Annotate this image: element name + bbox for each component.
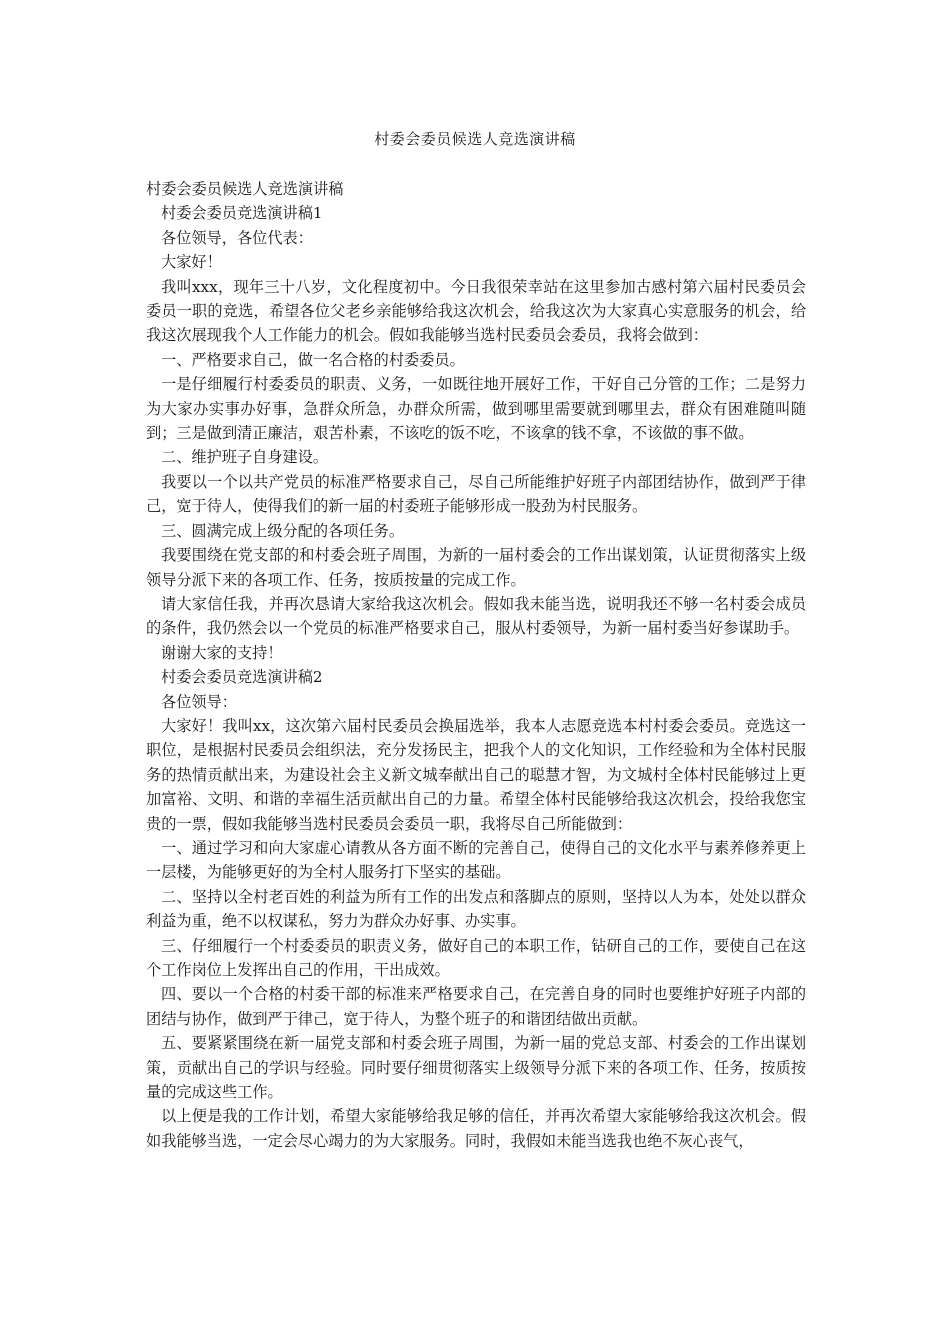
paragraph: 大家好！我叫xx，这次第六届村民委员会换届选举，我本人志愿竞选本村村委会委员。竞选这一职位，是根据村民委员会组织法，充分发扬民主，把我个人的文化知识，工作经验和为全体村民服务的热情贡献出来，为建设社会主义新文城奉献出自己的聪慧才智，为文城村全体村民能够过上更加富裕、文明、和谐的幸福生活贡献出自己的力量。希望全体村民能够给我这次机会，投给我您宝贵的一票，假如我能够当选村民委员会委员一职，我将尽自己所能做到： [146,716,806,833]
paragraph: 五、要紧紧围绕在新一届党支部和村委会班子周围，为新一届的党总支部、村委会的工作出谋划策，贡献出自己的学识与经验。同时要仔细贯彻落实上级领导分派下来的各项工作、任务，按质按量的完成这些工作。 [146,1034,806,1102]
document-title: 村委会委员候选人竞选演讲稿 [374,130,576,148]
greeting: 大家好！ [161,253,222,272]
point-heading: 二、维护班子自身建设。 [161,448,329,467]
paragraph: 请大家信任我，并再次恳请大家给我这次机会。假如我未能当选，说明我还不够一名村委会成员的条件，我仍然会以一个党员的标准严格要求自己，服从村委领导，为新一届村委当好参谋助手。 [146,594,806,638]
salutation: 各位领导，各位代表： [161,228,313,247]
closing-thanks: 谢谢大家的支持！ [161,643,283,662]
body-heading: 村委会委员候选人竞选演讲稿 [146,180,344,198]
paragraph: 我叫xxx，现年三十八岁，文化程度初中。今日我很荣幸站在这里参加古感村第六届村民委员会委员一职的竞选，希望各位父老乡亲能够给我这次机会，给我这次为大家真心实意服务的机会，给我这次展现我个人工作能力的机会。假如我能够当选村民委员会委员，我将会做到： [146,277,806,345]
salutation: 各位领导： [161,692,237,711]
section-title-1: 村委会委员竞选演讲稿1 [161,204,323,223]
paragraph: 我要以一个以共产党员的标准严格要求自己，尽自己所能维护好班子内部团结协作，做到严于律己，宽于待人，使得我们的新一届的村委班子能够形成一股劲为村民服务。 [146,472,806,516]
paragraph: 四、要以一个合格的村委干部的标准来严格要求自己，在完善自身的同时也要维护好班子内部的团结与协作，做到严于律己，宽于待人，为整个班子的和谐团结做出贡献。 [146,985,806,1028]
paragraph: 二、坚持以全村老百姓的利益为所有工作的出发点和落脚点的原则，坚持以人为本，处处以群众利益为重，绝不以权谋私，努力为群众办好事、办实事。 [146,887,806,931]
point-heading: 三、圆满完成上级分配的各项任务。 [161,521,404,540]
document-body [146,177,806,1153]
section-title-2: 村委会委员竞选演讲稿2 [161,668,323,687]
point-heading: 一、严格要求自己，做一名合格的村委委员。 [161,350,465,369]
paragraph: 三、仔细履行一个村委委员的职责义务，做好自己的本职工作，钻研自己的工作，要使自己在这个工作岗位上发挥出自己的作用，干出成效。 [146,936,806,979]
paragraph: 一、通过学习和向大家虚心请教从各方面不断的完善自己，使得自己的文化水平与素养修养更上一层楼，为能够更好的为全村人服务打下坚实的基础。 [146,838,806,882]
paragraph: 一是仔细履行村委委员的职责、义务，一如既往地开展好工作，干好自己分管的工作；二是努力为大家办实事办好事，急群众所急，办群众所需，做到哪里需要就到哪里去，群众有困难随叫随到；三是做到清正廉洁，艰苦朴素，不该吃的饭不吃，不该拿的钱不拿，不该做的事不做。 [146,375,806,443]
paragraph: 我要围绕在党支部的和村委会班子周围，为新的一届村委会的工作出谋划策，认证贯彻落实上级领导分派下来的各项工作、任务，按质按量的完成工作。 [146,546,806,589]
paragraph: 以上便是我的工作计划，希望大家能够给我足够的信任，并再次希望大家能够给我这次机会。假如我能够当选，一定会尽心竭力的为大家服务。同时，我假如未能当选我也绝不灰心丧气， [146,1107,806,1150]
